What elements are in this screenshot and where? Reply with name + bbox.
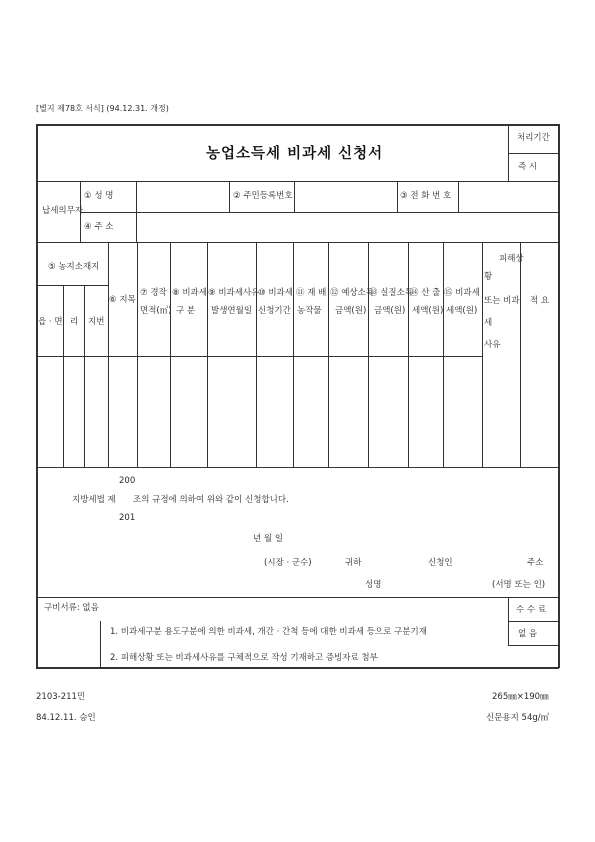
declaration-date: 년 월 일 (253, 534, 284, 544)
applicant-label: 신청인 (428, 558, 453, 568)
col-area-2: 면적(㎡) (140, 306, 172, 316)
col-jimok: ⑥ 지목 (109, 295, 136, 305)
note-2: 2. 피해상황 또는 비과세사유를 구체적으로 작성 기재하고 증빙자료 첨부 (110, 653, 378, 663)
declaration-to: 귀하 (345, 558, 362, 568)
applicant-name-label: 성명 (365, 580, 382, 590)
processing-period-value: 즉 시 (518, 162, 538, 172)
address-label: ④ 주 소 (84, 222, 114, 232)
col-damage-4: 세 (484, 318, 493, 328)
form-header-note: [별지 제78호 서식] (94.12.31. 개정) (36, 104, 169, 113)
applicant-address-label: 주소 (527, 558, 544, 568)
col-expected-income-1: ⑫ 예상소득 (330, 288, 375, 298)
id-number-label: ② 주민등록번호 (233, 191, 293, 201)
col-damage-5: 사유 (484, 340, 501, 350)
col-nontax-type-2: 구 분 (176, 306, 196, 316)
col-damage-3: 또는 비과 (484, 296, 520, 306)
col-actual-income-2: 금액(원) (374, 306, 406, 316)
col-crop-1: ⑪ 재 배 (296, 288, 327, 298)
name-field[interactable] (137, 182, 228, 211)
declaration-mayor: (시장 · 군수) (264, 558, 312, 568)
col-nontax-amount-1: ⑮ 비과세 (444, 288, 480, 298)
col-nontax-reason-2: 발생연월일 (211, 306, 253, 316)
id-number-field[interactable] (295, 182, 396, 211)
col-area-1: ⑦ 경작 (140, 288, 167, 298)
declaration-prefix: 지방세법 제 (72, 495, 116, 505)
col-crop-2: 농작물 (297, 306, 322, 316)
col-actual-income-1: ⑬ 실질소득 (369, 288, 414, 298)
taxpayer-label: 납세의무자 (42, 206, 84, 216)
declaration-text: 조의 규정에 의하여 위와 같이 신청합니다. (133, 495, 289, 505)
form-title: 농업소득세 비과세 신청서 (206, 146, 384, 162)
footer-size: 265㎜×190㎜ (492, 692, 549, 702)
col-nontax-reason-1: ⑨ 비과세사유 (208, 288, 260, 298)
declaration-article-200: 200 (119, 476, 136, 486)
attachments-label: 구비서류: 없음 (44, 603, 99, 613)
col-damage-1: 피해상 (499, 254, 524, 264)
note-1: 1. 비과세구분 용도구분에 의한 비과세, 개간 · 간척 등에 대한 비과세 등으로 구분기재 (110, 627, 427, 637)
col-farmland-location: ⑤ 농지소재지 (48, 262, 100, 272)
col-period-2: 신청기간 (258, 306, 291, 316)
applicant-sign-label: (서명 또는 인) (492, 580, 546, 590)
fee-label: 수 수 료 (516, 605, 547, 615)
col-calculated-tax-2: 세액(원) (412, 306, 444, 316)
fee-value: 없 음 (518, 629, 538, 639)
col-expected-income-2: 금액(원) (335, 306, 367, 316)
col-eup-myeon: 읍 · 면 (38, 317, 63, 327)
footer-approval: 84.12.11. 승인 (36, 713, 96, 723)
col-ri: 리 (70, 317, 79, 327)
col-period-1: ⑩ 비과세 (258, 288, 293, 298)
phone-field[interactable] (459, 182, 557, 211)
processing-period-label: 처리기간 (517, 133, 550, 143)
name-label: ① 성 명 (84, 191, 114, 201)
col-remarks: 적 요 (530, 296, 550, 306)
col-jibeon: 지번 (88, 317, 105, 327)
footer-paper: 신문용지 54g/㎡ (486, 713, 550, 723)
col-damage-2: 황 (484, 272, 493, 282)
footer-form-code: 2103-211민 (36, 692, 86, 702)
col-nontax-type-1: ⑧ 비과세 (172, 288, 207, 298)
col-nontax-amount-2: 세액(원) (446, 306, 478, 316)
table-body-entry-area[interactable] (38, 357, 557, 466)
address-field[interactable] (137, 213, 557, 241)
declaration-article-201: 201 (119, 513, 136, 523)
phone-label: ③ 전 화 번 호 (400, 191, 452, 201)
col-calculated-tax-1: ⑭ 산 출 (410, 288, 441, 298)
